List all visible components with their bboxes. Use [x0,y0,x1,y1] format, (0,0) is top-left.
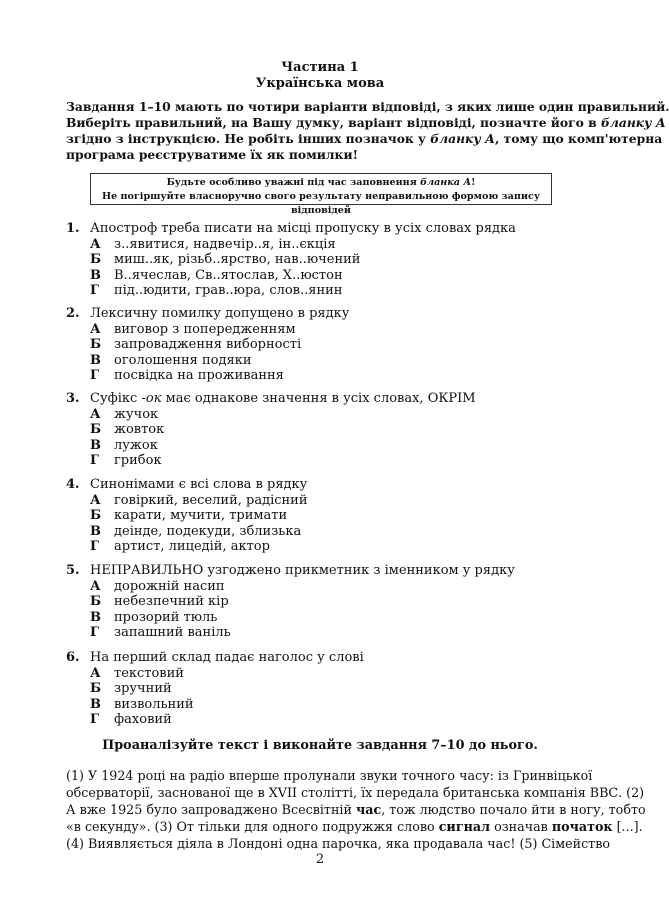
instructions [66,99,669,163]
answer-option: В прозорий тюль [90,609,218,625]
answer-option: А текстовий [90,665,184,681]
answer-option: Б миш..як, різьб..ярство, нав..ючений [90,252,361,268]
question-number: 2. [66,306,80,321]
answer-option: В оголошення подяки [90,352,252,368]
instructions-line: програма реєструватиме їх як помилки! [66,147,358,162]
warning-line: Будьте особливо уважні під час заповнення бланка А! [166,177,476,188]
passage-line: обсерваторії, заснованої ще в XVII столітті, їх передала британська компанія ВВС. (2) [66,785,645,800]
answer-option: В визвольний [90,696,194,712]
part-subtitle: Українська мова [255,76,385,91]
passage-line: «в секунду». (3) От тільки для одного подружжя слово сигнал означав початок [...]. [66,819,643,834]
question-number: 3. [66,391,80,406]
question-number: 1. [66,221,80,236]
question-number: 6. [66,650,80,665]
answer-option: А з..явитися, надвечір..я, ін..єкція [90,236,336,252]
answer-option: Г фаховий [90,712,172,728]
question-stem: Апостроф треба писати на місці пропуску в усіх словах рядка [90,221,516,236]
answer-option: Г посвідка на проживання [90,368,284,384]
part-header [0,60,640,92]
warning-box [90,173,552,216]
answer-option: А говіркий, веселий, радісний [90,492,308,508]
passage-line: А вже 1925 було запроваджено Всесвітній час, тож людство почало йти в ногу, тобто [66,802,646,817]
instructions-line: Завдання 1–10 мають по чотири варіанти відповіді, з яких лише один правильний. [66,99,669,114]
instructions-line: згідно з інструкцією. Не робіть інших позначок у бланку А, тому що комп'ютерна [66,131,663,146]
answer-option: А дорожній насип [90,578,225,594]
question-stem: НЕПРАВИЛЬНО узгоджено прикметник з іменником у рядку [90,563,515,578]
question-number: 4. [66,477,80,492]
answer-option: Б небезпечний кір [90,594,229,610]
text-task-heading: Проаналізуйте текст і виконайте завдання 7–10 до нього. [102,738,538,753]
question-stem: Синонімами є всі слова в рядку [90,477,308,492]
answer-option: Г під..юдити, грав..юра, слов..янин [90,283,343,299]
answer-option: Г артист, лицедій, актор [90,539,270,555]
question-stem: На перший склад падає наголос у слові [90,650,364,665]
answer-option: В лужок [90,437,158,453]
answer-option: Б зручний [90,681,172,697]
answer-option: Г грибок [90,453,162,469]
answer-option: Г запашний ваніль [90,625,231,641]
answer-option: Б жовток [90,422,165,438]
question-stem: Суфікс -ок має однакове значення в усіх словах, ОКРІМ [90,391,476,406]
question-number: 5. [66,563,80,578]
answer-option: В деінде, подекуди, зблизька [90,523,302,539]
question-stem: Лексичну помилку допущено в рядку [90,306,350,321]
answer-option: А жучок [90,406,159,422]
part-title: Частина 1 [281,60,359,75]
answer-option: В В..ячеслав, Св..ятослав, Х..юстон [90,267,343,283]
passage-line: (1) У 1924 році на радіо вперше пролунали звуки точного часу: із Гринвіцької [66,768,593,783]
page-number: 2 [315,852,325,867]
warning-line: Не погіршуйте власноручно свого результату неправильною формою запису відповідей [102,191,540,216]
passage-line: (4) Виявляється діяла в Лондоні одна парочка, яка продавала час! (5) Сімейство [66,836,610,851]
reading-passage [66,767,646,852]
instructions-line: Виберіть правильний, на Вашу думку, варіант відповіді, позначте його в бланку А [66,115,666,130]
answer-option: А виговор з попередженням [90,321,296,337]
answer-option: Б запровадження виборності [90,337,302,353]
answer-option: Б карати, мучити, тримати [90,508,288,524]
